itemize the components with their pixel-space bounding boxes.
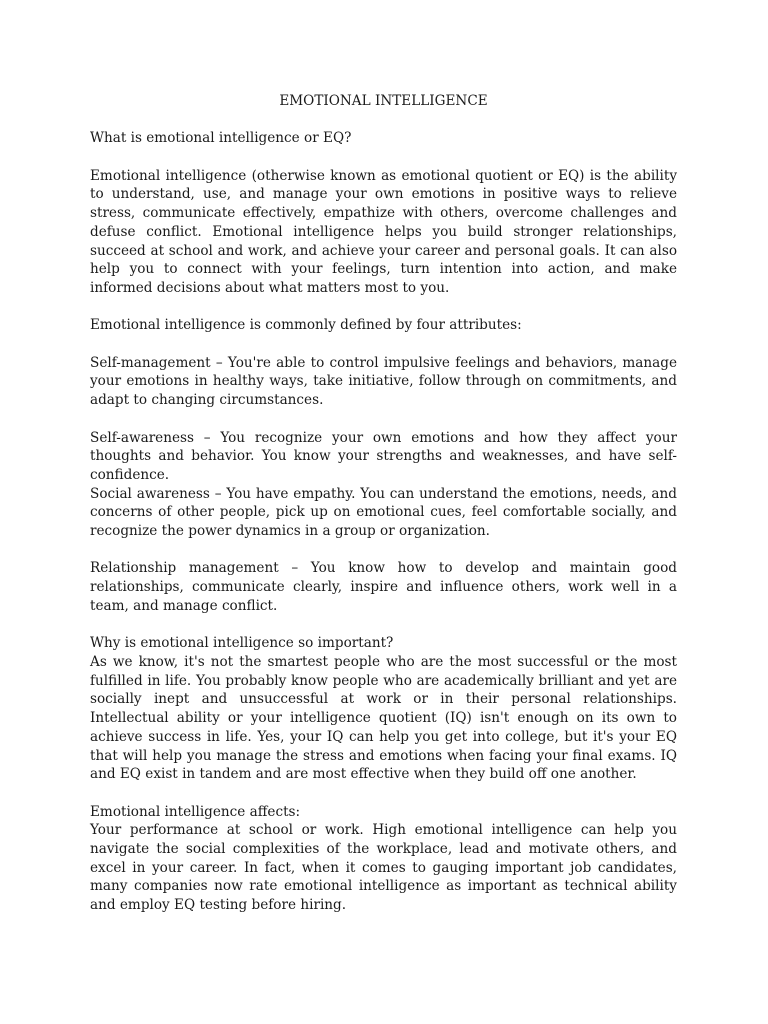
affects-heading: Emotional intelligence affects: [90,803,301,820]
importance-paragraph: As we know, it's not the smartest people who are the most successful or the most fulfilled in life. You probably know people who are academically brilliant and yet are socially inept and unsuccessful at work or in their personal relationships. Intellectual ability or your intelligence quotient (IQ) isn't enough on its own to achieve success in life. Yes, your IQ can help you get into college, but it's your EQ that will help you manage the stress and emotions when facing your final exams. IQ and EQ exist in tandem and are most effective when they build off one another. [90,653,677,783]
relationship-management-paragraph: Relationship management – You know how to develop and maintain good relationships, communicate clearly, inspire and influence others, work well in a team, and manage conflict. [90,560,677,614]
question-heading: What is emotional intelligence or EQ? [90,130,352,147]
document-title: EMOTIONAL INTELLIGENCE [279,93,488,109]
definition-paragraph: Emotional intelligence (otherwise known as emotional quotient or EQ) is the ability to understand, use, and manage your own emotions in positive ways to relieve stress, communicate effectively, empathize with others, overcome challenges and defuse conflict. Emotional intelligence helps you build stronger relationships, succeed at school and work, and achieve your career and personal goals. It can also help you to connect with your feelings, turn intention into action, and make informed decisions about what matters most to you. [90,167,677,296]
social-awareness-paragraph: Social awareness – You have empathy. You can understand the emotions, needs, and concerns of other people, pick up on emotional cues, feel comfortable socially, and recognize the power dynamics in a group or organization. [90,485,677,540]
importance-heading: Why is emotional intelligence so important? [90,635,394,652]
attributes-intro: Emotional intelligence is commonly defined by four attributes: [90,317,522,334]
document-page [90,92,677,934]
self-awareness-paragraph: Self-awareness – You recognize your own emotions and how they affect your thoughts and behavior. You know your strengths and weaknesses, and have self-confidence. [90,429,677,483]
performance-paragraph: Your performance at school or work. High emotional intelligence can help you navigate the social complexities of the workplace, lead and motivate others, and excel in your career. In fact, when it comes to gauging important job candidates, many companies now rate emotional intelligence as important as technical ability and employ EQ testing before hiring. [90,822,677,914]
self-management-paragraph: Self-management – You're able to control impulsive feelings and behaviors, manage your emotions in healthy ways, take initiative, follow through on commitments, and adapt to changing circumstances. [90,354,677,409]
